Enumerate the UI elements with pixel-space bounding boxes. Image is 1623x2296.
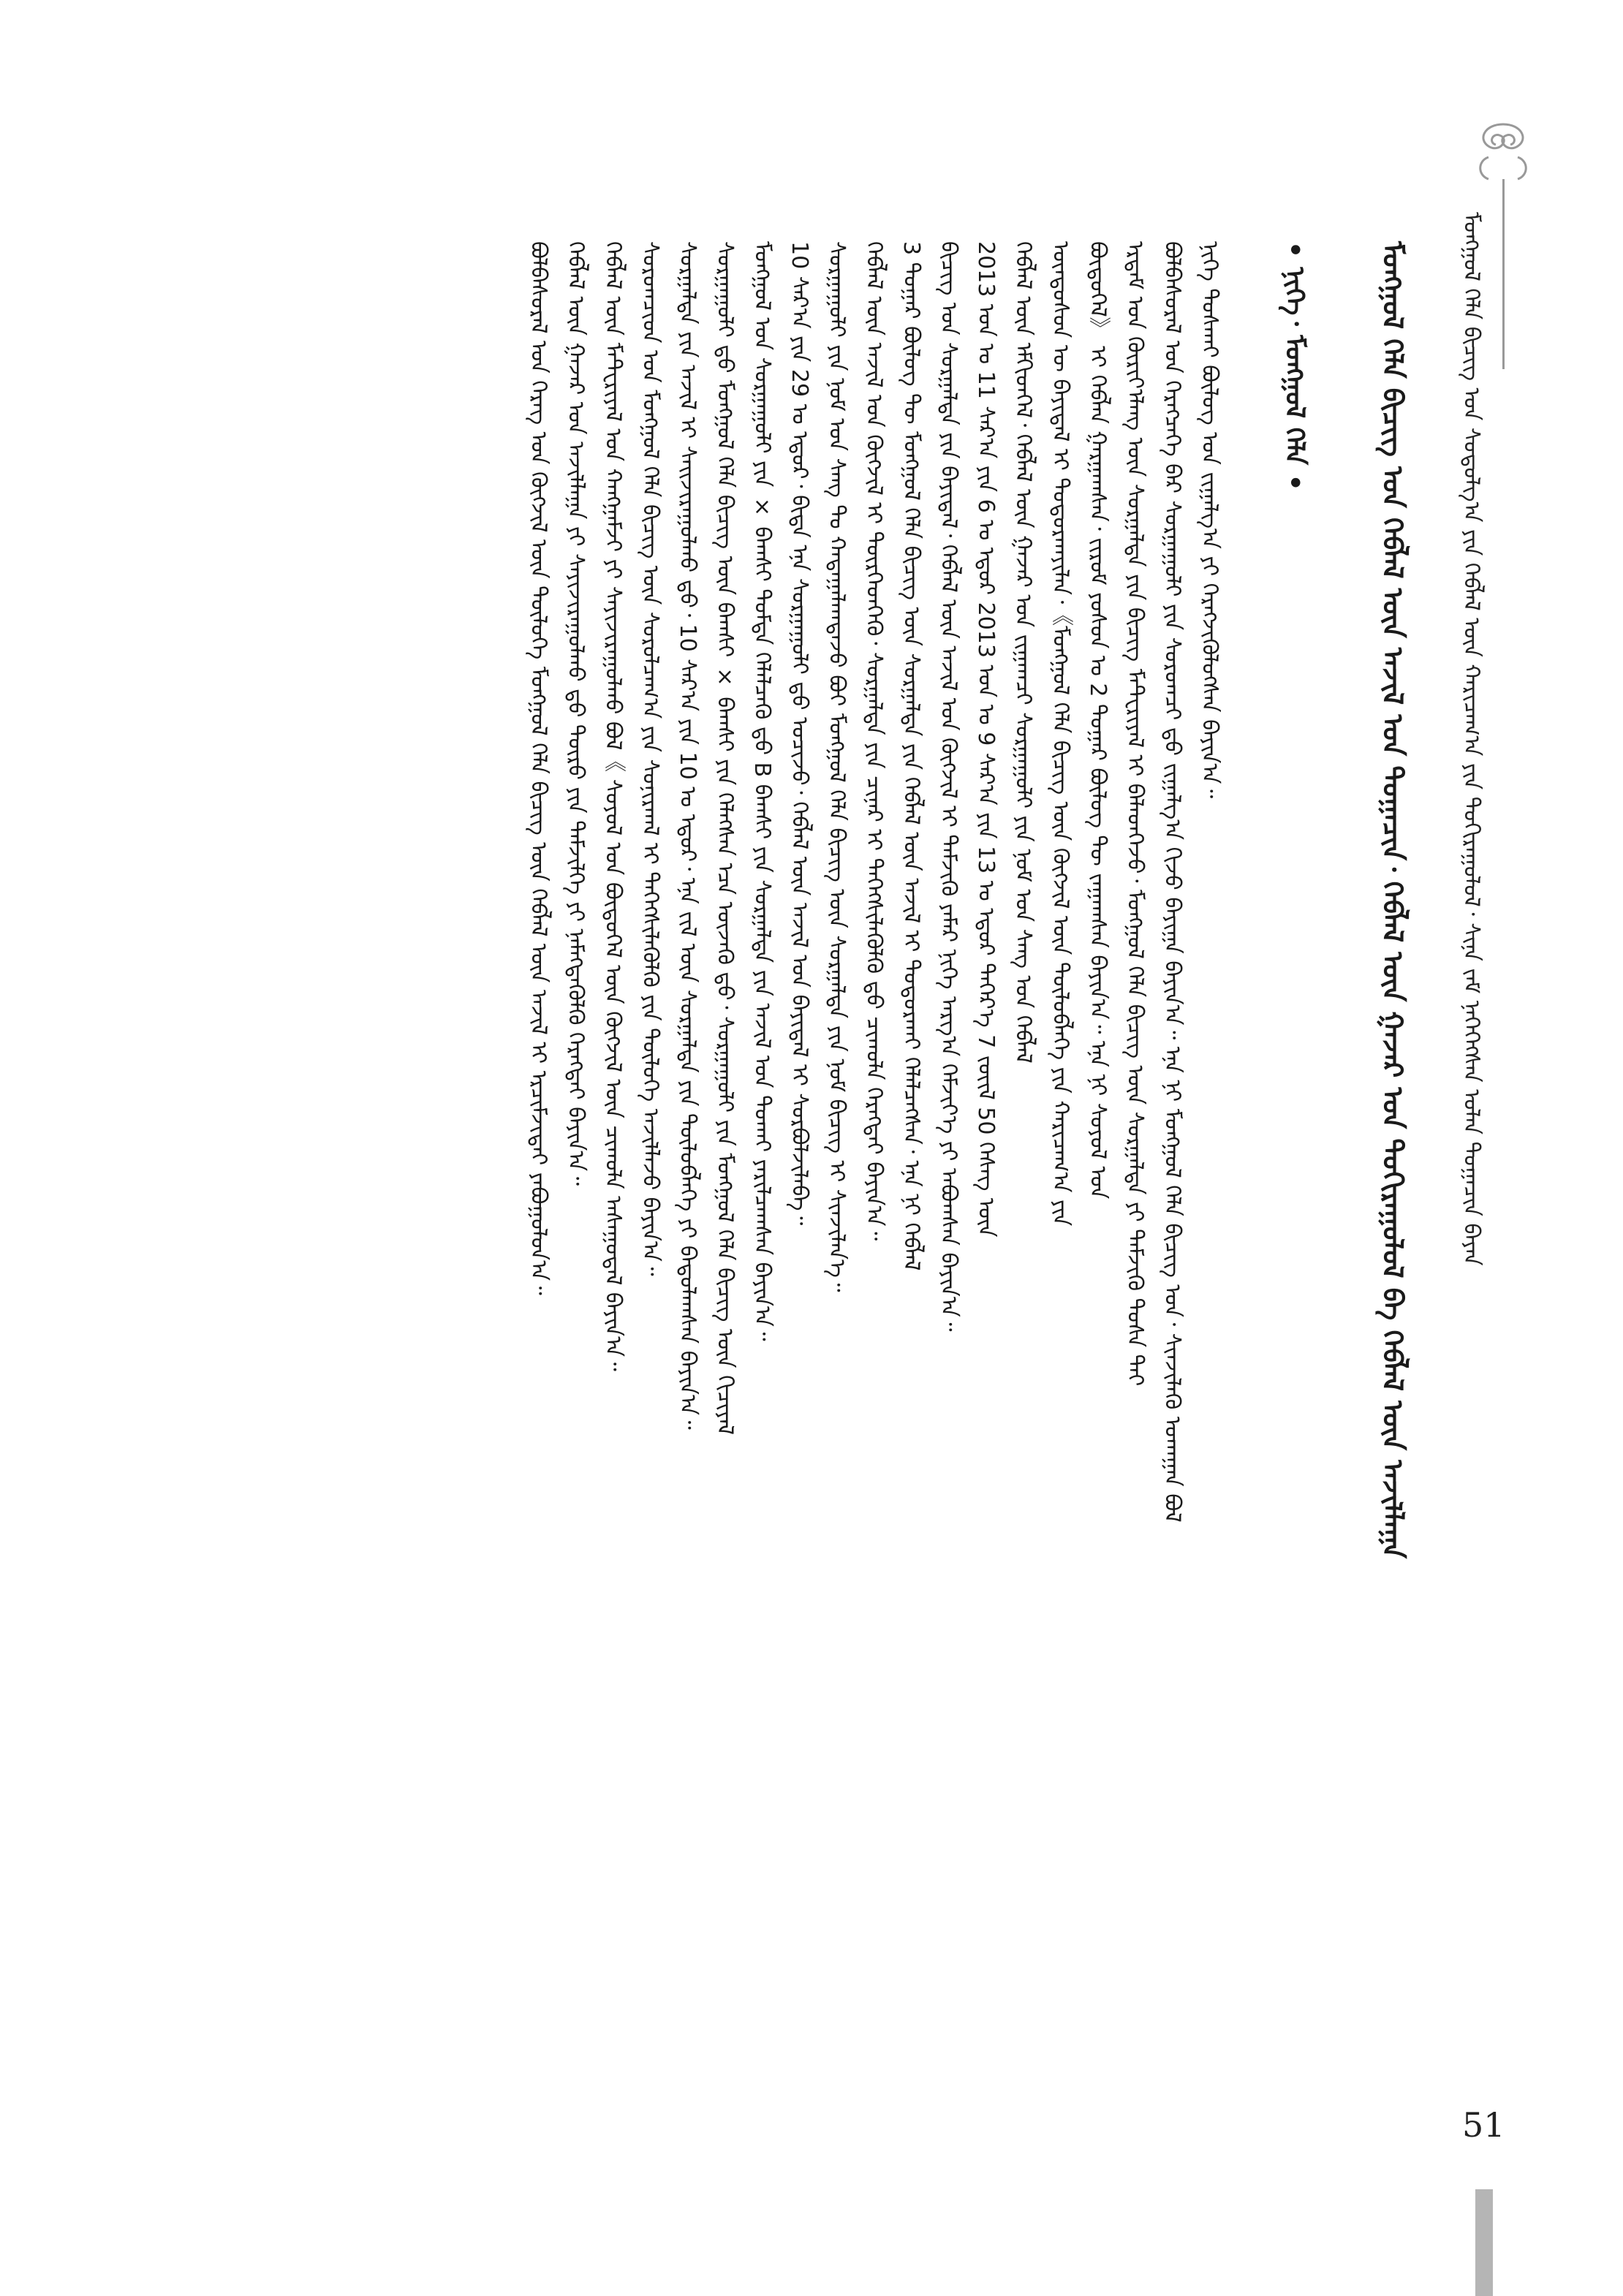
body-line: ᠬᠡᠪᠯᠡᠯ ᠦᠨ ᠡᠮᠬᠢᠳᠬᠡᠯ᠂ ᠬᠡᠪᠯᠡᠯ ᠦᠨ ᠭᠠᠵᠠᠷ ᠤᠨ ᠵᠢᠭᠠᠭᠴᠢ ᠰᠤᠷᠭᠠᠭᠤᠯᠢ ᠶᠢᠨ ᠨᠣᠮ ᠤᠨ ᠰᠠᠩ ᠤᠨ ᠬᠡᠪᠯᠡᠯ: [1010, 241, 1036, 1064]
body-line: ᠬᠡᠪᠯᠡᠯ ᠦᠨ ᠭᠠᠵᠠᠷ ᠤᠨ ᠠᠵᠢᠯᠯᠠᠭᠠ ᠶᠢ ᠰᠠᠶᠢᠵᠢᠷᠠᠭᠤᠯᠬᠤ ᠳ᠋ᠤ ᠲᠥᠷᠦ ᠶᠢᠨ ᠳᠡᠮᠵᠢᠯᠭᠡ ᠶᠢ ᠨᠡᠮᠡᠭᠳᠡᠭᠦᠯᠬᠦ ᠬᠡᠷᠡᠭᠲᠡᠢ ᠪᠠᠶᠢᠨ᠎ᠠ᠃: [563, 241, 589, 1186]
body-line: ᠰᠤᠷᠭᠠᠭᠤᠯᠢ ᠶᠢᠨ ᠨᠣᠮ ᠤᠨ ᠰᠠᠩ ᠲᠤ ᠬᠠᠳᠠᠭᠠᠯᠠᠭᠳᠠᠵᠤ ᠪᠤᠢ ᠮᠣᠩᠭᠣᠯ ᠬᠡᠯᠡ ᠪᠢᠴᠢᠭ ᠦᠨ ᠰᠤᠷᠭᠠᠯᠲᠠ ᠶᠢᠨ ᠨᠣᠮ ᠪᠢᠴᠢᠭ ᠢ ᠰᠢᠨᠵᠢᠯᠡᠨ᠎ᠡ᠃: [824, 241, 850, 1292]
chapter-title: ᠮᠣᠩᠭᠣᠯ ᠬᠡᠯᠡ ᠪᠢᠴᠢᠭ ᠤᠨ ᠬᠡᠪᠯᠡᠯ ᠦᠨ ᠠᠵᠢᠯ ᠤᠨ ᠲᠣᠭᠠᠴᠢᠨ᠂ ᠬᠡᠪᠯᠡᠯ ᠦᠨ ᠭᠠᠵᠠᠷ ᠤᠨ ᠲᠣᠬᠢᠷᠠᠭᠤᠯᠤᠯ ᠪᠠ ᠬᠡᠪᠯᠡᠯ ᠦᠨ ᠠᠵᠢᠯᠯᠠᠭᠠ: [1377, 241, 1409, 1559]
running-head-author: ᠪᠠᠶᠠᠨ: [1459, 1223, 1484, 1266]
body-line: ᠰᠤᠷᠭᠠᠯᠲᠠ ᠶᠢᠨ ᠠᠵᠢᠯ ᠢ ᠰᠠᠢᠵᠢᠷᠠᠭᠤᠯᠬᠤ ᠳ᠋ᠤ᠂ 10 ᠰᠠᠷ᠎ᠠ ᠶᠢᠨ 10 ᠤ ᠡᠳᠦᠷ᠂ ᠡᠨᠡ ᠵᠢᠯ ᠦᠨ ᠰᠤᠷᠭᠠᠯᠲᠠ ᠶᠢᠨ ᠲᠥᠯᠥᠪᠯᠡᠭᠡ ᠶᠢ ᠪᠠᠲᠤᠯᠠᠭᠰᠠᠨ ᠪᠠᠶᠢᠨ᠎ᠠ᠃: [675, 241, 700, 1430]
body-line: ᠦᠨᠳᠦᠰᠦᠨ ᠦ ᠪᠠᠶᠢᠳᠠᠯ ᠢ ᠲᠣᠳᠣᠷᠬᠠᠶᠢᠯᠠᠨ᠂《ᠮᠣᠩᠭᠣᠯ ᠬᠡᠯᠡ ᠪᠢᠴᠢᠭ ᠦᠨ ᠬᠦᠭᠵᠢᠯ ᠦᠨ ᠲᠥᠯᠥᠪᠯᠡᠭᠡ ᠶᠢᠨ ᠬᠠᠷᠢᠴᠠᠭ᠎ᠠ ᠶᠢᠨ: [1048, 241, 1073, 1227]
section-heading: • ᠨᠢᠭᠡ᠂ ᠮᠣᠩᠭᠣᠯ ᠬᠡᠯᠡ •: [1279, 241, 1309, 491]
body-line: ᠪᠦᠲᠦᠭᠡᠯ》 ᠢ ᠬᠡᠪᠯᠡᠨ ᠭᠠᠷᠭᠠᠭᠰᠠᠨ᠂ ᠵᠢᠷᠤᠮ ᠶᠣᠰᠤᠨ ᠤ 2 ᠳᠤᠭᠠᠷ ᠪᠦᠯᠦᠭ ᠲᠦ ᠵᠠᠭᠠᠭᠰᠠᠨ ᠪᠠᠶᠢᠨ᠎ᠠ᠃ ᠡᠨᠡ ᠨᠢ ᠰᠣᠶᠤᠯ ᠤᠨ: [1085, 241, 1111, 1200]
body-line: ᠪᠣᠯᠪᠠᠰᠤᠷᠠᠯ ᠤᠨ ᠬᠡᠷᠡᠭᠴᠡᠭᠡ ᠪᠡᠷ ᠰᠤᠷᠭᠠᠭᠤᠯᠢ ᠶᠢᠨ ᠰᠤᠷᠤᠭᠴᠢ ᠳ᠋ᠤ ᠵᠢᠭᠠᠯᠭ᠎ᠠ ᠬᠢᠵᠦ ᠪᠠᠶᠢᠭᠠ ᠪᠠᠶᠢᠨ᠎ᠠ᠃ ᠡᠨᠡ ᠨᠢ ᠮᠣᠩᠭᠣᠯ ᠬᠡᠯᠡ ᠪᠢᠴᠢᠭ ᠤᠨ᠂ ᠰᠢᠨᠵᠢᠯᠡᠬᠦ ᠤᠬᠠᠭᠠᠨ ᠪᠣᠯ: [1159, 241, 1185, 1523]
body-line: ᠬᠡᠪᠯᠡᠯ ᠦᠨ ᠠᠵᠢᠯ ᠤᠨ ᠬᠥᠭᠵᠢᠯ ᠢ ᠲᠦᠷᠭᠡᠳᠬᠡᠬᠦ᠂ ᠰᠤᠷᠭᠠᠯᠲᠠ ᠶᠢᠨ ᠴᠢᠨᠠᠷ ᠢ ᠳᠡᠭᠡᠭᠰᠢᠯᠡᠭᠦᠯᠬᠦ ᠳ᠋ᠤ ᠴᠢᠬᠤᠯᠠ ᠬᠡᠷᠡᠭᠲᠡᠢ ᠪᠠᠶᠢᠨ᠎ᠠ᠃: [861, 241, 887, 1241]
body-line: ᠰᠤᠷᠭᠠᠭᠤᠯᠢ ᠳ᠋ᠤ ᠮᠣᠩᠭᠣᠯ ᠬᠡᠯᠡ ᠪᠢᠴᠢᠭ ᠦᠨ ᠪᠠᠭᠰᠢ × ᠪᠠᠭᠰᠢ ᠶᠢᠨ ᠬᠡᠯᠡᠭᠰᠡᠨ ᠡᠴᠡ ᠦᠵᠡᠬᠦ ᠳ᠋ᠦ᠂ ᠰᠤᠷᠭᠠᠭᠤᠯᠢ ᠶᠢᠨ ᠮᠣᠩᠭᠣᠯ ᠬᠡᠯᠡ ᠪᠢᠴᠢᠭ ᠦᠨ ᠬᠢᠴᠢᠶᠡᠯ: [712, 241, 738, 1435]
body-line: 3 ᠳᠤᠭᠠᠷ ᠪᠦᠯᠦᠭ ᠲᠦ ᠮᠣᠩᠭᠣᠯ ᠬᠡᠯᠡ ᠪᠢᠴᠢᠭ ᠦᠨ ᠰᠤᠷᠭᠠᠯᠲᠠ ᠶᠢᠨ ᠬᠡᠪᠯᠡᠯ ᠦᠨ ᠠᠵᠢᠯ ᠢ ᠲᠣᠳᠣᠷᠬᠠᠢ ᠬᠡᠯᠡᠯᠴᠡᠭᠰᠡᠨ᠂ ᠡᠨᠡ ᠨᠢ ᠬᠡᠪᠯᠡᠯ: [898, 241, 924, 1271]
body-line: ᠨᠢᠭᠡ ᠲᠤᠰᠬᠠᠢ ᠪᠦᠯᠦᠭ ᠤᠨ ᠵᠢᠭᠠᠯᠭ᠎ᠠ ᠶᠢ ᠬᠡᠷᠡᠭᠵᠢᠭᠦᠯᠦᠭᠰᠡᠨ ᠪᠠᠶᠢᠨ᠎ᠠ᠃: [1197, 241, 1222, 799]
body-line: ᠮᠣᠩᠭᠣᠯ ᠤᠨ ᠰᠤᠷᠭᠠᠭᠤᠯᠢ ᠶᠢᠨ × ᠪᠠᠭᠰᠢ ᠳᠤᠮᠳᠠ ᠬᠡᠯᠡᠯᠴᠡᠬᠦ ᠳ᠋ᠦ B ᠪᠠᠭᠰᠢ ᠶᠢᠨ ᠰᠤᠷᠭᠠᠯᠲᠠ ᠶᠢᠨ ᠠᠵᠢᠯ ᠤᠨ ᠲᠤᠬᠠᠢ ᠶᠠᠷᠢᠯᠴᠠᠭᠰᠠᠨ ᠪᠠᠶᠢᠨ᠎ᠠ᠃: [749, 241, 775, 1341]
side-tab: [1475, 2189, 1493, 2296]
running-head: [1455, 212, 1487, 1418]
body-line: ᠡᠷᠳᠡᠮ ᠤᠨ ᠬᠦᠷᠢᠶ᠎ᠡᠯᠡᠩ ᠦᠨ ᠰᠤᠷᠭᠠᠯᠲᠠ ᠶᠢᠨ ᠪᠢᠴᠢᠭ ᠮᠠᠲ᠋ᠧᠷᠢᠶᠠᠯ ᠢ ᠪᠡᠯᠡᠳᠭᠡᠵᠦ᠂ ᠮᠣᠩᠭᠣᠯ ᠬᠡᠯᠡ ᠪᠢᠴᠢᠭ ᠦᠨ ᠰᠤᠷᠭᠠᠯᠲᠠ ᠶᠢ ᠳᠡᠮᠵᠢᠬᠦ ᠲᠤᠰᠠ ᠲᠠᠢ: [1122, 241, 1148, 1387]
header-rule: [1502, 179, 1505, 369]
body-line: ᠬᠡᠪᠯᠡᠯ ᠦᠨ ᠮᠠᠲ᠋ᠧᠷᠢᠶᠠᠯ ᠤᠨ ᠬᠠᠩᠭᠠᠮᠵᠢ ᠶᠢ ᠰᠠᠶᠢᠵᠢᠷᠠᠭᠤᠯᠬᠤ ᠪᠣᠯ《 ᠰᠣᠶᠤᠯ ᠤᠨ ᠪᠦᠲᠦᠭᠡᠯ ᠦᠨ ᠬᠥᠭᠵᠢᠯ ᠦᠨ ᠴᠢᠬᠤᠯᠠ ᠠᠰᠠᠭᠤᠳᠠᠯ ᠪᠠᠶᠢᠨ᠎ᠠ᠃: [600, 241, 626, 1371]
running-head-title: ᠮᠣᠩᠭᠣᠯ ᠬᠡᠯᠡ ᠪᠢᠴᠢᠭ ᠤᠨ ᠰᠤᠳᠤᠯᠭ᠎ᠠ ᠶᠢᠨ ᠬᠡᠪᠯᠡᠯ ᠦᠨ ᠬᠠᠷᠢᠴᠠᠭ᠎ᠠ ᠶᠢᠨ ᠲᠣᠬᠢᠷᠠᠭᠤᠯᠤᠯ᠂ ᠰᠢᠨᠡ ᠵᠠᠮ ᠨᠡᠭᠡᠭᠡᠭᠰᠡᠨ ᠣᠯᠠᠨ ᠲᠣᠭᠠᠴᠢᠨ: [1459, 212, 1484, 1216]
page-number: 51: [1462, 2105, 1505, 2145]
body-line: ᠪᠣᠯᠪᠠᠰᠤᠷᠠᠯ ᠤᠨ ᠬᠡᠷᠡᠭ ᠤᠨ ᠬᠥᠭᠵᠢᠯ ᠦᠨ ᠲᠥᠯᠥᠭᠡ ᠮᠣᠩᠭᠣᠯ ᠬᠡᠯᠡ ᠪᠢᠴᠢᠭ ᠦᠨ ᠬᠡᠪᠯᠡᠯ ᠦᠨ ᠠᠵᠢᠯ ᠢ ᠡᠷᠴᠢᠮᠵᠢᠲᠡᠢ ᠶᠠᠪᠤᠭᠤᠯᠤᠨ᠎ᠠ᠃: [526, 241, 551, 1295]
body-line: 2013 ᠣᠨ ᠤ 11 ᠰᠠᠷ᠎ᠠ ᠶᠢᠨ 6 ᠤ ᠡᠳᠦᠷ 2013 ᠣᠨ ᠤ 9 ᠰᠠᠷ᠎ᠠ ᠶᠢᠨ 13 ᠤ ᠡᠳᠦᠷ ᠳᠡᠭᠡᠷ᠎ᠡ 7 ᠵᠦᠢᠯ 50 ᠬᠡᠰᠡᠭ ᠦᠨ: [973, 241, 999, 1238]
body-line: ᠰᠤᠷᠤᠭᠴᠢᠳ ᠤᠨ ᠮᠣᠩᠭᠣᠯ ᠬᠡᠯᠡ ᠪᠢᠴᠢᠭ ᠦᠨ ᠰᠤᠷᠤᠯᠴᠠᠭ᠎ᠠ ᠶᠢᠨ ᠰᠣᠨᠢᠷᠬᠠᠯ ᠢ ᠳᠡᠭᠡᠭᠰᠢᠯᠡᠭᠦᠯᠬᠦ ᠶᠢᠨ ᠲᠥᠯᠥᠭᠡ ᠠᠵᠢᠯᠯᠠᠵᠤ ᠪᠠᠶᠢᠨ᠎ᠠ᠃: [638, 241, 663, 1276]
body-line: 10 ᠰᠠᠷ᠎ᠠ ᠶᠢᠨ 29 ᠤ ᠡᠳᠦᠷ᠂ ᠪᠢᠳᠡ ᠡᠨᠡ ᠰᠤᠷᠭᠠᠭᠤᠯᠢ ᠳ᠋ᠤ ᠣᠴᠢᠵᠤ᠂ ᠬᠡᠪᠯᠡᠯ ᠦᠨ ᠠᠵᠢᠯ ᠤᠨ ᠪᠠᠶᠢᠳᠠᠯ ᠢ ᠰᠤᠷᠪᠤᠯᠵᠢᠯᠠᠪᠠ᠃: [787, 241, 812, 1226]
body-text: [197, 241, 1228, 2032]
body-line: ᠪᠢᠴᠢᠭ ᠤᠨ ᠰᠤᠷᠭᠠᠯᠲᠠ ᠶᠢᠨ ᠪᠠᠶᠢᠳᠠᠯ᠂ ᠬᠡᠪᠯᠡᠯ ᠦᠨ ᠠᠵᠢᠯ ᠤᠨ ᠬᠥᠭᠵᠢᠯ ᠢ ᠳᠡᠮᠵᠢᠬᠦ ᠶᠠᠮᠠᠷ ᠨᠢᠭᠡ ᠠᠷᠭ᠎ᠠ ᠬᠡᠮᠵᠢᠶ᠎ᠡ ᠶᠢ ᠠᠪᠤᠭᠰᠠᠨ ᠪᠠᠶᠢᠨ᠎ᠠ᠃: [936, 241, 961, 1332]
